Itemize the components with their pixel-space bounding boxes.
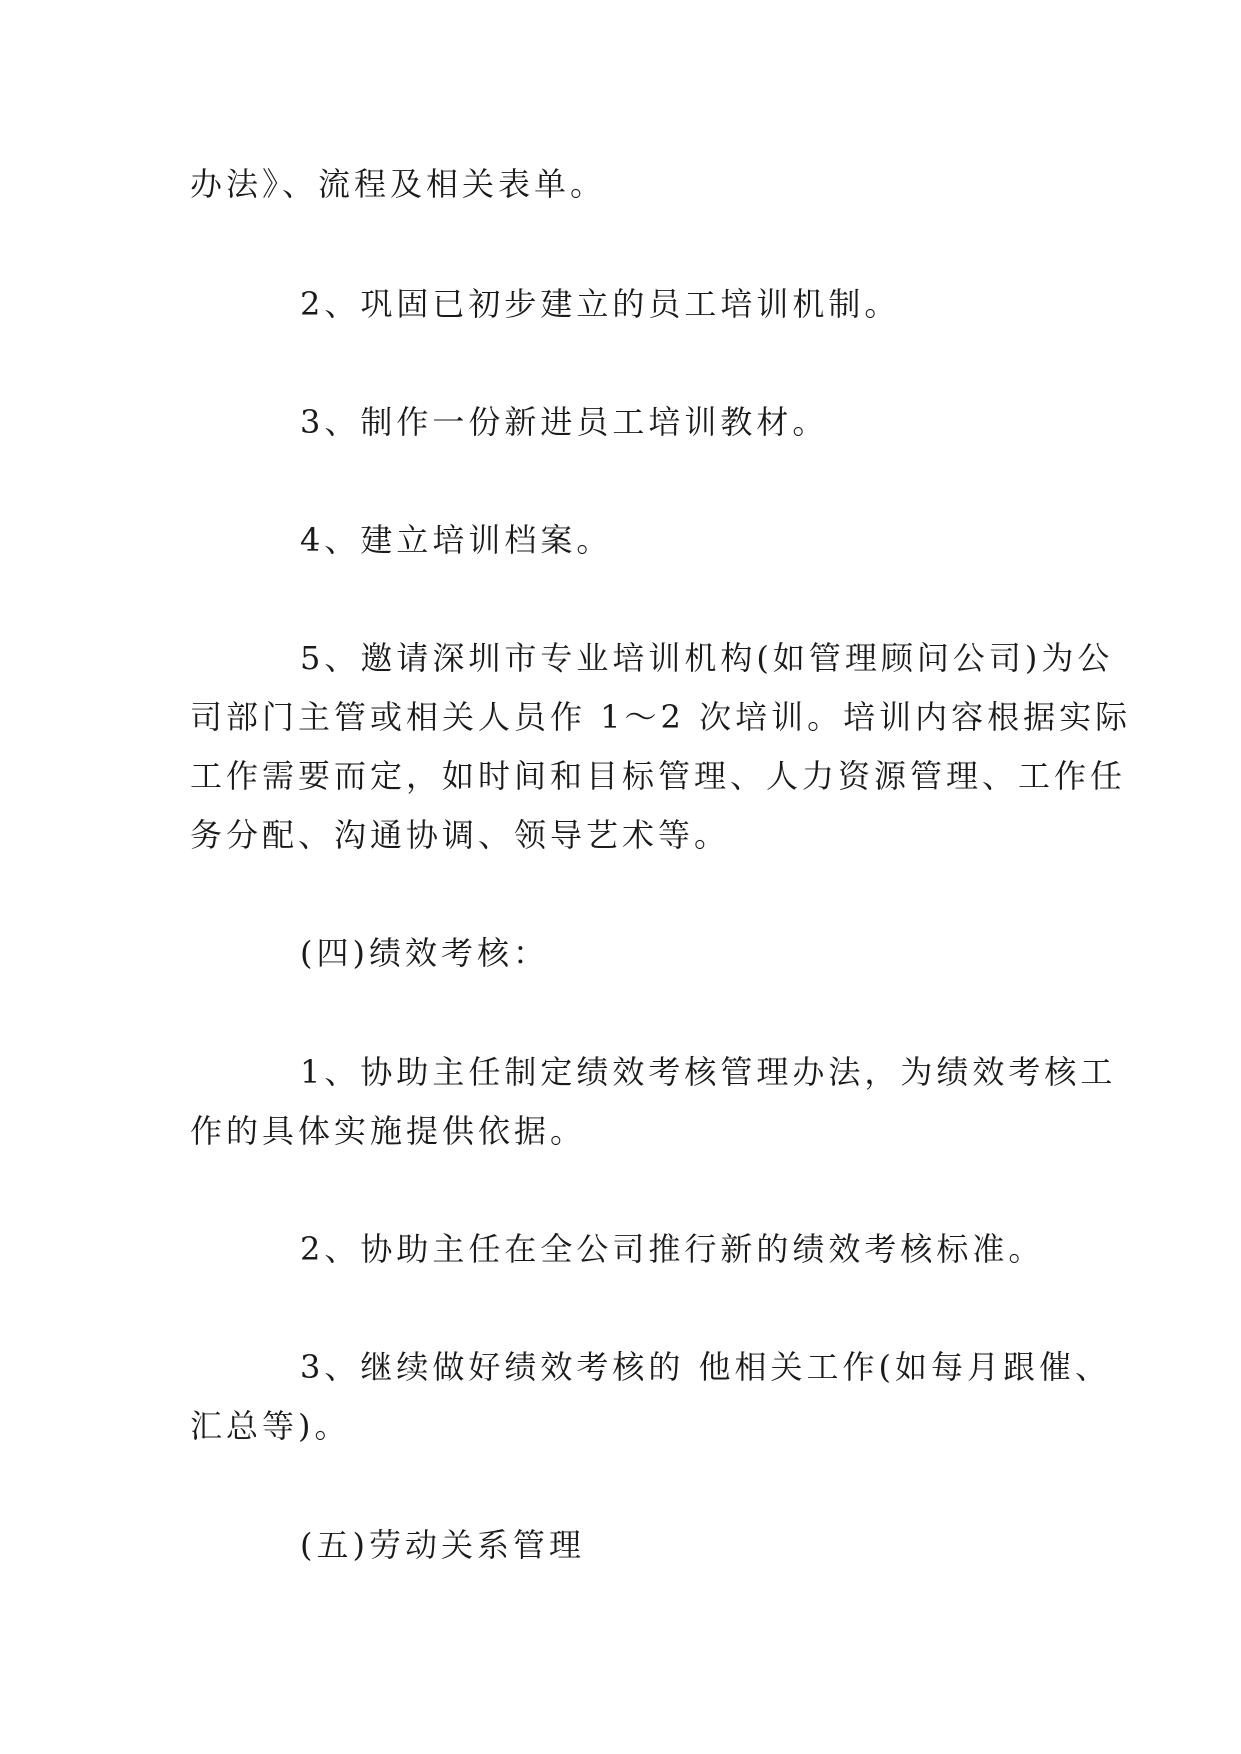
list-item-performance-1-line-2: 作的具体实施提供依据。	[190, 1112, 587, 1150]
text-line-continuation: 办法》、流程及相关表单。	[190, 165, 607, 203]
list-item-training-4: 4、建立培训档案。	[300, 521, 613, 559]
list-item-training-5-line-2: 司部门主管或相关人员作 1～2 次培训。培训内容根据实际	[190, 698, 1132, 736]
list-item-performance-1-line-1: 1、协助主任制定绩效考核管理办法，为绩效考核工	[300, 1053, 1117, 1091]
list-item-training-3: 3、制作一份新进员工培训教材。	[300, 403, 829, 441]
list-item-training-5-line-4: 务分配、沟通协调、领导艺术等。	[190, 816, 731, 854]
list-item-training-2: 2、巩固已初步建立的员工培训机制。	[300, 285, 901, 323]
list-item-training-5-line-1: 5、邀请深圳市专业培训机构(如管理顾问公司)为公	[300, 639, 1114, 677]
list-item-training-5-line-3: 工作需要而定，如时间和目标管理、人力资源管理、工作任	[190, 757, 1127, 795]
section-heading-performance: (四)绩效考核：	[300, 934, 549, 972]
section-heading-labor-relations: (五)劳动关系管理	[300, 1526, 585, 1564]
list-item-performance-2: 2、协助主任在全公司推行新的绩效考核标准。	[300, 1230, 1045, 1268]
list-item-performance-3-line-1: 3、继续做好绩效考核的 他相关工作(如每月跟催、	[300, 1348, 1112, 1386]
list-item-performance-3-line-2: 汇总等)。	[190, 1407, 351, 1445]
